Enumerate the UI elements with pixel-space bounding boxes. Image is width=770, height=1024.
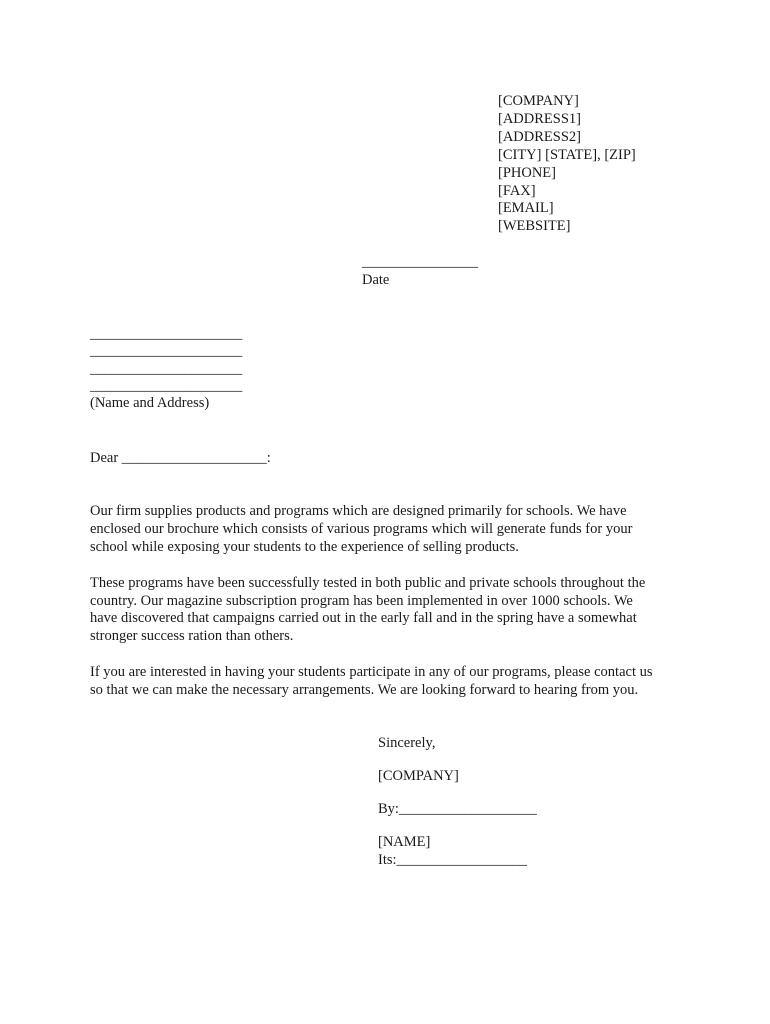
closing-company: [COMPANY] bbox=[378, 767, 459, 784]
closing-sincerely: Sincerely, bbox=[378, 735, 436, 751]
letterhead-city-state-zip: [CITY] [STATE], [ZIP] bbox=[498, 146, 636, 163]
signature-its-line: Its:__________________ bbox=[378, 851, 528, 868]
date-label: Date bbox=[362, 271, 390, 288]
body-paragraph-3: If you are interested in having your students participate in any of our programs, please contact us so that we can make the necessary arrangements. We are looking forward to hearing from you. bbox=[90, 664, 653, 699]
closing-name: [NAME] bbox=[378, 833, 431, 850]
letterhead-address2: [ADDRESS2] bbox=[498, 128, 581, 145]
letterhead-email: [EMAIL] bbox=[498, 200, 554, 217]
salutation: Dear ____________________: bbox=[90, 450, 271, 466]
letterhead-address1: [ADDRESS1] bbox=[498, 110, 581, 127]
date-block bbox=[362, 254, 478, 289]
recipient-line: _____________________ bbox=[90, 343, 243, 360]
closing-block bbox=[378, 735, 537, 870]
body-paragraph-2: These programs have been successfully tested in both public and private schools throughout the country. Our magazine subscription program has been implemented in over 1000 schools. We have discovered that campaigns carried out in the early fall and in the spring have a somewhat stronger success ration than others. bbox=[90, 574, 646, 645]
recipient-line: _____________________ bbox=[90, 377, 243, 394]
recipient-label: (Name and Address) bbox=[90, 395, 210, 412]
body-paragraph-1: Our firm supplies products and programs which are designed primarily for schools. We have enclosed our brochure which consists of various programs which will generate funds for your school while exposing your students to the experience of selling products. bbox=[90, 503, 633, 555]
letterhead bbox=[498, 93, 636, 236]
letterhead-company: [COMPANY] bbox=[498, 93, 579, 109]
letter-body bbox=[90, 503, 690, 718]
letterhead-phone: [PHONE] bbox=[498, 164, 556, 181]
letterhead-fax: [FAX] bbox=[498, 182, 536, 199]
recipient-block bbox=[90, 326, 242, 412]
date-blank-line: ________________ bbox=[362, 254, 478, 270]
letterhead-website: [WEBSITE] bbox=[498, 218, 571, 235]
recipient-line: _____________________ bbox=[90, 360, 243, 377]
signature-by-line: By:___________________ bbox=[378, 800, 537, 817]
recipient-line: _____________________ bbox=[90, 326, 243, 342]
